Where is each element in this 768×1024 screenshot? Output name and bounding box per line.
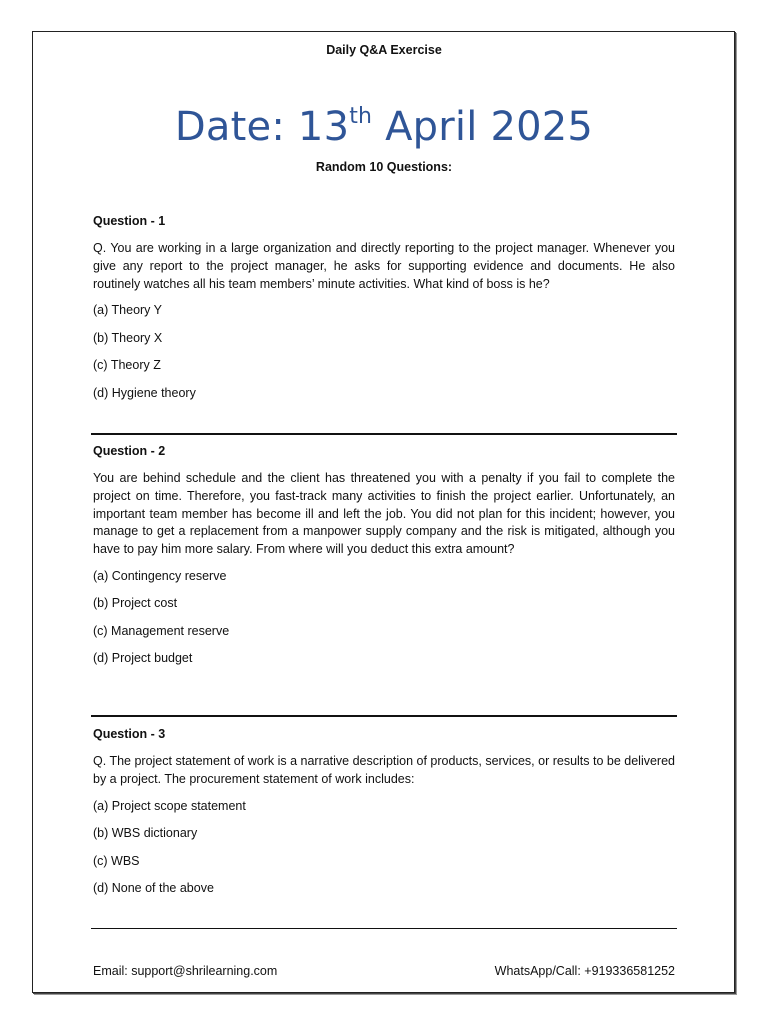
answer-option: (d) None of the above	[93, 881, 214, 896]
question-text: Q. You are working in a large organization and directly reporting to the project manager. Whenever you give any report to the project manager, he asks for supporting evidence and documents. He also routinely watches all his team members’ minute activities. What kind of boss is he?	[93, 241, 675, 291]
answer-option: (a) Project scope statement	[93, 798, 246, 813]
answer-option: (c) WBS	[93, 853, 140, 868]
date-prefix: Date: 13	[174, 104, 350, 150]
answer-option: (b) Project cost	[93, 596, 178, 611]
question-heading: Question - 1	[93, 214, 166, 228]
answer-option: (b) Theory X	[93, 330, 163, 345]
document-header-title: Daily Q&A Exercise	[326, 43, 442, 57]
footer-phone: WhatsApp/Call: +919336581252	[494, 964, 675, 978]
question-text: Q. The project statement of work is a narrative description of products, services, or results to be delivered by a project. The procurement statement of work includes:	[93, 754, 675, 786]
question-2	[93, 444, 675, 678]
question-heading: Question - 3	[93, 727, 166, 741]
document-subtitle: Random 10 Questions:	[315, 160, 453, 174]
date-ordinal-suffix: th	[349, 104, 373, 129]
section-divider	[91, 433, 677, 435]
answer-option: (d) Project budget	[93, 651, 193, 666]
answer-option: (b) WBS dictionary	[93, 826, 198, 841]
footer-email: Email: support@shrilearning.com	[93, 964, 278, 978]
answer-option: (d) Hygiene theory	[93, 385, 196, 400]
question-heading: Question - 2	[93, 444, 166, 458]
section-divider	[91, 715, 677, 717]
question-1	[93, 214, 675, 412]
answer-option: (c) Theory Z	[93, 358, 161, 373]
answer-option: (a) Theory Y	[93, 303, 163, 318]
answer-option: (a) Contingency reserve	[93, 568, 227, 583]
question-text: You are behind schedule and the client has threatened you with a penalty if you fail to complete the project on time. Therefore, you fast-track many activities to finish the project earlier. Unfortunately, an important team member has become ill and left the job. You did not plan for this incident; however, you manage to get a replacement from a manpower supply company and the risk is mitigated, although you have to pay him more salary. From where will you deduct this extra amount?	[93, 471, 675, 557]
answer-option: (c) Management reserve	[93, 623, 230, 638]
date-rest: April 2025	[372, 104, 594, 150]
footer-divider	[91, 928, 677, 929]
question-3	[93, 727, 675, 908]
date-heading	[0, 104, 768, 150]
